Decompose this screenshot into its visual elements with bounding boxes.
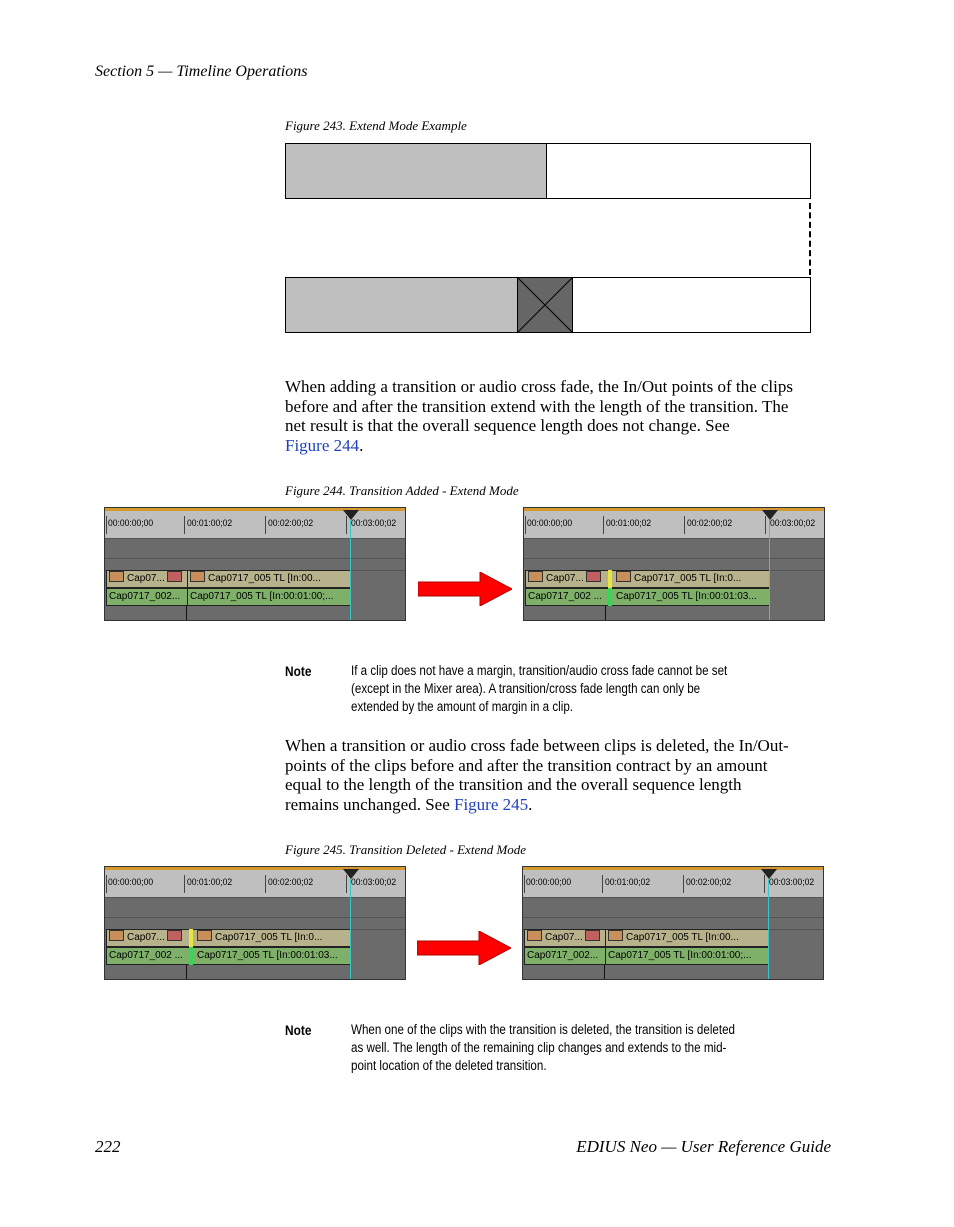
video-clip[interactable]: Cap0717_005 TL [In:0...: [191, 929, 351, 947]
timecode-label: 00:03:00;02: [770, 518, 816, 529]
clip-thumbnail-icon: [109, 571, 124, 582]
audio-clip[interactable]: Cap0717_005 TL [In:00:01:03...: [191, 947, 351, 965]
timecode-label: 00:01:00;02: [605, 877, 651, 888]
audio-clip[interactable]: Cap0717_005 TL [In:00:01:00;...: [187, 588, 351, 606]
audio-clip[interactable]: Cap0717_002...: [524, 947, 606, 965]
playhead-marker-icon[interactable]: [343, 869, 359, 879]
timecode-label: 00:00:00;00: [108, 518, 154, 529]
clip-thumbnail-icon: [197, 930, 212, 941]
figure-244-caption: Figure 244. Transition Added - Extend Mode: [285, 483, 519, 498]
video-clip[interactable]: Cap07...: [524, 929, 606, 947]
audio-clip[interactable]: Cap0717_002 ...: [106, 947, 192, 965]
note-label: Note: [285, 1022, 312, 1038]
audio-crossfade-marker[interactable]: [189, 947, 193, 965]
timecode-label: 00:00:00;00: [527, 518, 573, 529]
playhead-line: [769, 520, 770, 621]
text-line: remains unchanged. See: [285, 794, 454, 814]
timecode-label: 00:02:00;02: [268, 518, 314, 529]
clip-a-after: [285, 277, 518, 333]
transition-block: [517, 277, 573, 333]
playhead-marker-icon[interactable]: [762, 510, 778, 520]
note-label: Note: [285, 663, 312, 679]
playhead-marker-icon[interactable]: [343, 510, 359, 520]
figure-245-link[interactable]: Figure 245: [454, 794, 529, 814]
audio-clip[interactable]: Cap0717_005 TL [In:00:01:00;...: [605, 947, 769, 965]
text-line: before and after the transition extend with the length of the transition. The: [285, 396, 789, 416]
length-marker-dashed: [809, 203, 811, 275]
note-text: When one of the clips with the transition is deleted, the transition is deleted as well. The length of the remaining clip changes and extends to the mid- point location of the deleted transition.: [351, 1022, 736, 1073]
video-clip[interactable]: Cap0717_005 TL [In:00...: [187, 570, 351, 588]
video-clip[interactable]: Cap07...: [106, 929, 192, 947]
transition-x-icon: [518, 278, 572, 332]
transition-marker[interactable]: [608, 570, 612, 588]
right-arrow-icon: [418, 572, 512, 606]
clip-thumbnail-icon: [586, 571, 601, 582]
timecode-label: 00:03:00;02: [351, 518, 397, 529]
clip-a-before: [285, 143, 547, 199]
audio-crossfade-marker[interactable]: [608, 588, 612, 606]
timeline-after-transition: [523, 507, 825, 621]
timeline-before-transition: [104, 507, 406, 621]
text-line: When adding a transition or audio cross fade, the In/Out points of the clips: [285, 377, 793, 396]
video-clip[interactable]: Cap07...: [525, 570, 611, 588]
audio-clip[interactable]: Cap0717_002...: [106, 588, 188, 606]
audio-clip[interactable]: Cap0717_002 ...: [525, 588, 611, 606]
clip-b-after: [572, 277, 811, 333]
video-clip[interactable]: Cap07...: [106, 570, 188, 588]
paragraph-transition-deleted: [285, 736, 835, 814]
video-clip[interactable]: Cap0717_005 TL [In:0...: [610, 570, 770, 588]
video-clip[interactable]: Cap0717_005 TL [In:00...: [605, 929, 769, 947]
text-line: .: [528, 794, 533, 814]
timecode-label: 00:02:00;02: [686, 877, 732, 888]
text-line: When a transition or audio cross fade between clips is deleted, the In/Out-: [285, 736, 789, 755]
text-line: net result is that the overall sequence length does not change. See: [285, 416, 730, 436]
clip-thumbnail-icon: [109, 930, 124, 941]
right-arrow-icon: [417, 931, 511, 965]
clip-thumbnail-icon: [528, 571, 543, 582]
figure-244-link[interactable]: Figure 244: [285, 435, 360, 455]
audio-clip[interactable]: Cap0717_005 TL [In:00:01:03...: [610, 588, 770, 606]
timecode-label: 00:01:00;02: [606, 518, 652, 529]
text-line: equal to the length of the transition and the overall sequence length: [285, 775, 742, 795]
timecode-label: 00:03:00;02: [351, 877, 397, 888]
clip-thumbnail-icon: [585, 930, 600, 941]
timecode-label: 00:01:00;02: [187, 877, 233, 888]
figure-245-caption: Figure 245. Transition Deleted - Extend Mode: [285, 842, 527, 857]
paragraph-transition-added: [285, 377, 835, 455]
timeline-with-transition: [104, 866, 406, 980]
timecode-label: 00:01:00;02: [187, 518, 233, 529]
clip-thumbnail-icon: [527, 930, 542, 941]
clip-thumbnail-icon: [616, 571, 631, 582]
footer-title: EDIUS Neo — User Reference Guide: [576, 1137, 831, 1156]
clip-thumbnail-icon: [190, 571, 205, 582]
page-number: 222: [95, 1137, 121, 1156]
timecode-label: 00:00:00;00: [526, 877, 572, 888]
timecode-label: 00:02:00;02: [687, 518, 733, 529]
transition-marker[interactable]: [189, 929, 193, 947]
timecode-label: 00:00:00;00: [108, 877, 154, 888]
playhead-line: [350, 520, 351, 621]
playhead-line: [350, 879, 351, 980]
text-line: points of the clips before and after the transition contract by an amount: [285, 755, 768, 775]
timecode-label: 00:02:00;02: [268, 877, 314, 888]
playhead-line: [768, 879, 769, 980]
timeline-transition-deleted: [522, 866, 824, 980]
figure-243-caption: Figure 243. Extend Mode Example: [285, 118, 467, 133]
playhead-marker-icon[interactable]: [761, 869, 777, 879]
timecode-label: 00:03:00;02: [769, 877, 815, 888]
clip-thumbnail-icon: [167, 571, 182, 582]
extend-mode-diagram: [285, 143, 811, 335]
text-line: .: [359, 435, 364, 455]
clip-b-before: [546, 143, 811, 199]
clip-thumbnail-icon: [167, 930, 182, 941]
running-header: Section 5 — Timeline Operations: [95, 63, 308, 80]
note-text: If a clip does not have a margin, transition/audio cross fade cannot be set (except in the Mixer area). A transition/cross fade length can only be extended by the amount of margin in a clip.: [351, 663, 728, 714]
clip-thumbnail-icon: [608, 930, 623, 941]
